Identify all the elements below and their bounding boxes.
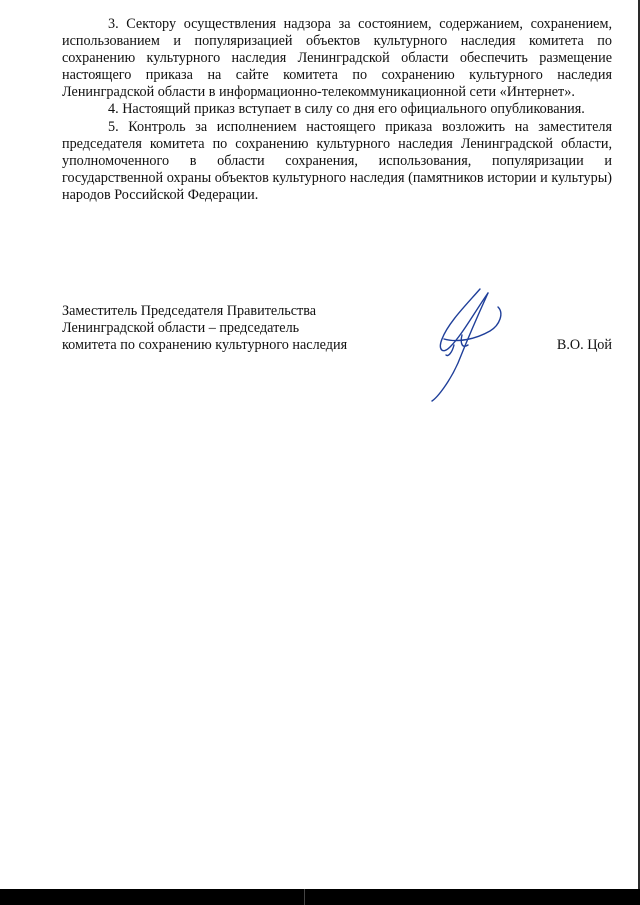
document-body	[62, 16, 612, 204]
signatory-title-line-2: Ленинградской области – председатель	[62, 320, 300, 337]
signatory-title-line-1: Заместитель Председателя Правительства	[62, 303, 317, 319]
signatory-title-line-3: комитета по сохранению культурного наследия	[62, 337, 348, 354]
scan-seam	[304, 889, 305, 905]
paragraph-3: 3. Сектору осуществления надзора за состоянием, содержанием, сохранением, использованием и популяризацией объектов культурного наследия комитета по сохранению культурного наследия Ленинградской области обеспечить размещение настоящего приказа на сайте комитета по сохранению культурного наследия Ленинградской области в информационно-телекоммуникационной сети «Интернет».	[62, 16, 612, 101]
paragraph-5: 5. Контроль за исполнением настоящего приказа возложить на заместителя председателя комитета по сохранению культурного наследия Ленинградской области, уполномоченного в области сохранения, использования, популяризации и государственной охраны объектов культурного наследия (памятников истории и культуры) народов Российской Федерации.	[62, 118, 612, 203]
signatory-title	[62, 303, 382, 355]
handwritten-signature-icon	[418, 283, 518, 405]
signature-block	[62, 303, 612, 403]
signatory-name: В.О. Цой	[556, 337, 612, 353]
scan-edge-bottom	[0, 889, 640, 905]
paragraph-4: 4. Настоящий приказ вступает в силу со дня его официального опубликования.	[108, 101, 585, 118]
